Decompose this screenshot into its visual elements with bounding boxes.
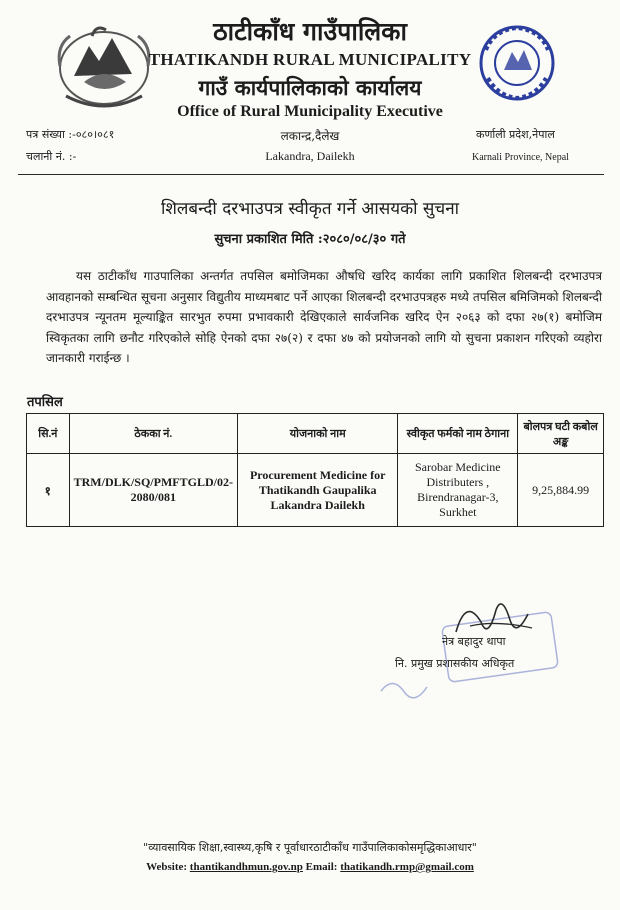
website-label: Website: — [146, 861, 188, 873]
table-header-row — [27, 414, 604, 454]
col-header-contract: ठेकका नं. — [69, 414, 237, 454]
cell-amount: 9,25,884.99 — [518, 454, 604, 527]
signatory-title: नि. प्रमुख प्रशासकीय अधिकृत — [395, 657, 515, 670]
footer-slogan: "व्यावसायिक शिक्षा,स्वास्थ्य,कृषि र पूर्वाधारठाटीकाँध गाउँपालिकाकोसमृद्धिकाआधार" — [143, 841, 477, 854]
province-en: Karnali Province, Nepal — [472, 152, 569, 163]
col-header-sn: सि.नं — [27, 414, 70, 454]
cell-contract: TRM/DLK/SQ/PMFTGLD/02-2080/081 — [69, 454, 237, 527]
municipality-name-en: THATIKANDH RURAL MUNICIPALITY — [148, 50, 472, 69]
header-divider — [18, 174, 604, 175]
location-np: लकान्द्र,दैलेख — [280, 129, 340, 143]
province-np: कर्णाली प्रदेश,नेपाल — [476, 128, 555, 141]
email-link[interactable]: thatikandh.rmp@gmail.com — [340, 861, 474, 873]
location-en: Lakandra, Dailekh — [265, 149, 355, 163]
office-name-en: Office of Rural Municipality Executive — [177, 103, 443, 120]
schedule-heading: तपसिल — [27, 395, 63, 410]
footer-contact — [0, 861, 620, 873]
publish-date: सुचना प्रकाशित मिति :२०८०/०८/३० गते — [214, 232, 406, 247]
col-header-project: योजनाको नाम — [237, 414, 397, 454]
municipality-name-np: ठाटीकाँध गाउँपालिका — [213, 17, 407, 46]
email-label: Email: — [305, 861, 338, 873]
cell-firm: Sarobar Medicine Distributers , Birendranagar-3, Surkhet — [398, 454, 518, 527]
reference-number: पत्र संख्या :-०८०।०८१ — [26, 128, 115, 141]
cell-project: Procurement Medicine for Thatikandh Gaupalika Lakandra Dailekh — [237, 454, 397, 527]
cell-sn: १ — [27, 454, 70, 527]
office-name-np: गाउँ कार्यपालिकाको कार्यालय — [198, 75, 422, 100]
dispatch-number: चलानी नं. :- — [26, 150, 77, 163]
notice-title: शिलबन्दी दरभाउपत्र स्वीकृत गर्ने आसयको सुचना — [160, 199, 460, 219]
table-row — [27, 454, 604, 527]
col-header-amount: बोलपत्र घटी कबोल अङ्क — [518, 414, 604, 454]
bid-table — [26, 413, 604, 527]
signatory-name: नेत्र बहादुर थापा — [442, 635, 506, 648]
website-link[interactable]: thantikandhmun.gov.np — [189, 861, 303, 873]
notice-body: यस ठाटीकाँध गाउपालिका अन्तर्गत तपसिल बमोजिमका औषधि खरिद कार्यका लागि प्रकाशित शिलबन्दी दरभाउपत्र आवहानको सम्बन्धित सूचना अनुसार विद्युतीय माध्यमबाट पर्ने आएका शिलबन्दी दरभाउपत्रहरु मध्ये तपसिल बमिजिमको शिलबन्दी दरभाउपत्र न्यूनतम मूल्याङ्कित सारभुत रुपमा प्रभावकारी देखिएकाले सार्वजनिक खरिद ऐन २०६३ को दफा २७(१) बमोजिम स्विकृतका लागि छनौट गरिएकोले सोहि ऐनको दफा २७(२) र दफा ४७ को प्रयोजनको लागि यो सुचना प्रकाशन गरिएको व्यहोरा जानकारी गराईन्छ । — [46, 269, 602, 366]
col-header-firm: स्वीकृत फर्मको नाम ठेगाना — [398, 414, 518, 454]
